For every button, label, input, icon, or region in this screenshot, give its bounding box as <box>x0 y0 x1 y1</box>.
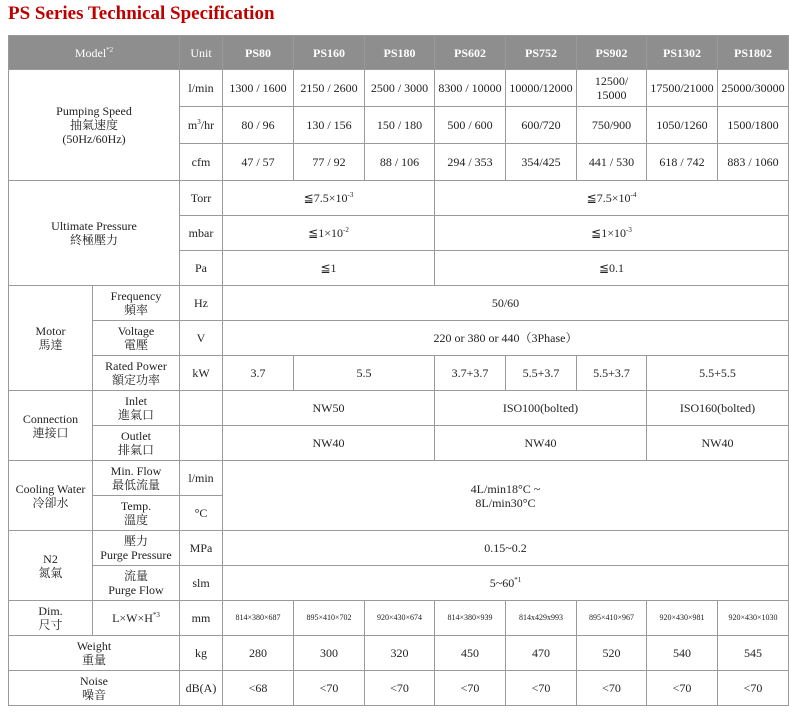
value-cell: 17500/21000 <box>647 70 718 107</box>
value-cell: 5.5 <box>294 356 435 391</box>
value-cell: NW50 <box>223 391 435 426</box>
value-cell: 470 <box>506 636 577 671</box>
n2-label: N2 氮氣 <box>9 531 93 601</box>
unit-cell: cfm <box>180 144 223 181</box>
header-model-name: PS80 <box>223 36 294 70</box>
unit-cell: l/min <box>180 461 223 496</box>
value-cell: 4L/min18°C ~ 8L/min30°C <box>223 461 789 531</box>
value-cell: 50/60 <box>223 286 789 321</box>
value-cell: 500 / 600 <box>435 107 506 144</box>
value-cell: 10000/12000 <box>506 70 577 107</box>
value-cell: ≦0.1 <box>435 251 789 286</box>
value-cell: NW40 <box>647 426 789 461</box>
value-cell: 294 / 353 <box>435 144 506 181</box>
value-cell: <70 <box>365 671 435 706</box>
unit-cell: kW <box>180 356 223 391</box>
value-cell: 5.5+3.7 <box>506 356 577 391</box>
purge-flow-label: 流量 Purge Flow <box>93 566 180 601</box>
value-cell: <68 <box>223 671 294 706</box>
rated-power-label: Rated Power 額定功率 <box>93 356 180 391</box>
value-cell: <70 <box>294 671 365 706</box>
unit-cell: V <box>180 321 223 356</box>
table-row <box>9 391 789 426</box>
table-row <box>9 321 789 356</box>
value-cell: 1500/1800 <box>718 107 789 144</box>
unit-cell: mm <box>180 601 223 636</box>
value-cell: 25000/30000 <box>718 70 789 107</box>
connection-label: Connection 連接口 <box>9 391 93 461</box>
value-cell: 920×430×1030 <box>718 601 789 636</box>
unit-cell: dB(A) <box>180 671 223 706</box>
table-row <box>9 426 789 461</box>
value-cell: NW40 <box>223 426 435 461</box>
table-row <box>9 70 789 107</box>
unit-cell: MPa <box>180 531 223 566</box>
value-cell: 80 / 96 <box>223 107 294 144</box>
value-cell: <70 <box>435 671 506 706</box>
table-row <box>9 286 789 321</box>
value-cell: $≦1\times 10^{-2}$ <box>223 216 435 251</box>
value-cell: 450 <box>435 636 506 671</box>
value-cell: 883 / 1060 <box>718 144 789 181</box>
value-cell: <70 <box>506 671 577 706</box>
unit-cell: $m^3/hr$ <box>180 107 223 144</box>
value-cell: 540 <box>647 636 718 671</box>
purge-pressure-label: 壓力 Purge Pressure <box>93 531 180 566</box>
value-cell: 750/900 <box>577 107 647 144</box>
temp-label: Temp. 溫度 <box>93 496 180 531</box>
value-cell: 814×380×939 <box>435 601 506 636</box>
value-cell: 600/720 <box>506 107 577 144</box>
value-cell: 88 / 106 <box>365 144 435 181</box>
motor-label: Motor 馬達 <box>9 286 93 391</box>
table-row <box>9 531 789 566</box>
unit-cell: l/min <box>180 70 223 107</box>
unit-cell: slm <box>180 566 223 601</box>
page-title: PS Series Technical Specification <box>8 3 275 24</box>
voltage-label: Voltage 電壓 <box>93 321 180 356</box>
value-cell: ISO100(bolted) <box>435 391 647 426</box>
value-cell: 150 / 180 <box>365 107 435 144</box>
frequency-label: Frequency 頻率 <box>93 286 180 321</box>
value-cell: 520 <box>577 636 647 671</box>
inlet-label: Inlet 進氣口 <box>93 391 180 426</box>
header-model: Model$^{*2}$ <box>9 36 180 70</box>
value-cell: 920×430×981 <box>647 601 718 636</box>
value-cell: 354/425 <box>506 144 577 181</box>
value-cell: 5~60$^{*1}$ <box>223 566 789 601</box>
value-cell: 220 or 380 or 440（3Phase） <box>223 321 789 356</box>
value-cell: 130 / 156 <box>294 107 365 144</box>
dim-formula: $L\times W\times H^{*3}$ <box>93 601 180 636</box>
value-cell: $≦7.5\times 10^{-4}$ <box>435 181 789 216</box>
value-cell: 300 <box>294 636 365 671</box>
unit-cell: kg <box>180 636 223 671</box>
header-model-name: PS752 <box>506 36 577 70</box>
value-cell: 1050/1260 <box>647 107 718 144</box>
value-cell: 47 / 57 <box>223 144 294 181</box>
value-cell: 920×430×674 <box>365 601 435 636</box>
spec-table <box>8 35 789 706</box>
value-cell: 441 / 530 <box>577 144 647 181</box>
value-cell: 1300 / 1600 <box>223 70 294 107</box>
value-cell: 320 <box>365 636 435 671</box>
pumping-speed-label: Pumping Speed 抽氣速度 (50Hz/60Hz) <box>9 70 180 181</box>
value-cell: 814x429x993 <box>506 601 577 636</box>
table-row <box>9 181 789 216</box>
unit-cell: °C <box>180 496 223 531</box>
header-model-name: PS602 <box>435 36 506 70</box>
value-cell: 3.7 <box>223 356 294 391</box>
value-cell: 545 <box>718 636 789 671</box>
value-cell: 280 <box>223 636 294 671</box>
header-model-name: PS180 <box>365 36 435 70</box>
min-flow-label: Min. Flow 最低流量 <box>93 461 180 496</box>
value-cell: 5.5+5.5 <box>647 356 789 391</box>
value-cell: ≦1 <box>223 251 435 286</box>
table-row <box>9 566 789 601</box>
value-cell: 895×410×967 <box>577 601 647 636</box>
unit-cell: mbar <box>180 216 223 251</box>
value-cell: 5.5+3.7 <box>577 356 647 391</box>
value-cell: 895×410×702 <box>294 601 365 636</box>
value-cell: 8300 / 10000 <box>435 70 506 107</box>
header-row <box>9 36 789 70</box>
ultimate-pressure-label: Ultimate Pressure 終極壓力 <box>9 181 180 286</box>
table-row <box>9 356 789 391</box>
value-cell: 0.15~0.2 <box>223 531 789 566</box>
table-row <box>9 636 789 671</box>
cooling-water-label: Cooling Water 冷卻水 <box>9 461 93 531</box>
value-cell: 2150 / 2600 <box>294 70 365 107</box>
value-cell: 77 / 92 <box>294 144 365 181</box>
weight-label: Weight 重量 <box>9 636 180 671</box>
table-row <box>9 601 789 636</box>
table-row <box>9 461 789 496</box>
value-cell: <70 <box>577 671 647 706</box>
value-cell: <70 <box>647 671 718 706</box>
noise-label: Noise 噪音 <box>9 671 180 706</box>
value-cell: $≦7.5\times 10^{-3}$ <box>223 181 435 216</box>
header-model-name: PS160 <box>294 36 365 70</box>
outlet-label: Outlet 排氣口 <box>93 426 180 461</box>
unit-cell <box>180 426 223 461</box>
unit-cell <box>180 391 223 426</box>
value-cell: 12500/ 15000 <box>577 70 647 107</box>
value-cell: $≦1\times 10^{-3}$ <box>435 216 789 251</box>
value-cell: <70 <box>718 671 789 706</box>
unit-cell: Hz <box>180 286 223 321</box>
value-cell: ISO160(bolted) <box>647 391 789 426</box>
dim-label: Dim. 尺寸 <box>9 601 93 636</box>
value-cell: NW40 <box>435 426 647 461</box>
table-row <box>9 671 789 706</box>
header-model-name: PS1802 <box>718 36 789 70</box>
header-model-name: PS1302 <box>647 36 718 70</box>
header-unit: Unit <box>180 36 223 70</box>
value-cell: 814×380×687 <box>223 601 294 636</box>
unit-cell: Torr <box>180 181 223 216</box>
value-cell: 618 / 742 <box>647 144 718 181</box>
value-cell: 2500 / 3000 <box>365 70 435 107</box>
unit-cell: Pa <box>180 251 223 286</box>
header-model-name: PS902 <box>577 36 647 70</box>
value-cell: 3.7+3.7 <box>435 356 506 391</box>
